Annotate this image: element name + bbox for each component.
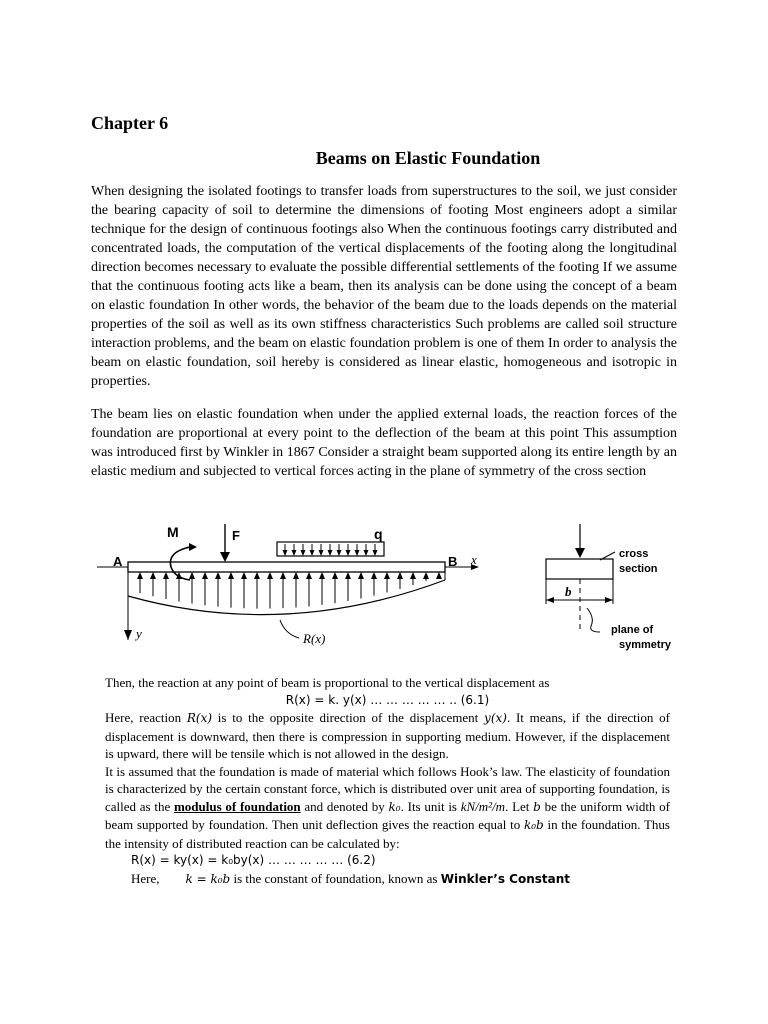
moment-arrowhead (189, 543, 197, 551)
beam-figure (95, 522, 680, 657)
reaction-arrowhead (306, 572, 312, 579)
label-m: M (167, 524, 179, 540)
cross-section-load-arrowhead (575, 548, 585, 558)
reaction-arrowhead (345, 572, 351, 579)
label-b-end: B (448, 554, 458, 569)
reaction-arrowhead (384, 572, 390, 579)
reaction-arrowhead (319, 572, 325, 579)
label-width-b: b (565, 584, 572, 599)
reaction-arrowhead (332, 572, 338, 579)
label-cross: cross (619, 548, 649, 560)
label-q: q (374, 526, 383, 542)
reaction-curve (128, 580, 445, 615)
reaction-arrowhead (358, 572, 364, 579)
paragraph-intro: When designing the isolated footings to transfer loads from superstructures to the soil, we just consider the bearing capacity of soil to determine the dimensions of footing Most engineers adopt a similar technique for the design of continuous footings also When the continuous footings carry distributed and concentrated loads, the computation of the vertical displacements of the footing along the longitudinal direction becomes necessary to evaluate the possible differential settlements of the footing If we assume that the continuous footing acts like a beam, then its analysis can be done using the concept of a beam on elastic foundation In other words, the behavior of the beam due to the loads depends on the material properties of the soil as well as its own stiffness characteristics Such problems are called soil structure interaction problems, and the beam on elastic foundation problem is one of them In order to analysis the beam on elastic foundation, soil hereby is considered as linear elastic, homogeneous and isotropic in properties. (91, 184, 677, 389)
reaction-arrowhead (371, 572, 377, 579)
equation-6-2: R(x) = ky(x) = k₀by(x) … … … … … (6.2) (131, 853, 376, 867)
label-y: y (136, 626, 142, 641)
width-dim-arrow-left (546, 597, 554, 603)
equation-6-1: R(x) = k. y(x) … … … … … .. (6.1) (285, 692, 490, 707)
reaction-arrowhead (228, 572, 234, 579)
label-a: A (113, 554, 123, 569)
reaction-arrowhead (410, 572, 416, 579)
label-f: F (232, 528, 240, 543)
symmetry-leader (587, 608, 600, 632)
beam (128, 562, 445, 572)
cross-section-rect (546, 559, 613, 579)
reaction-direction-paragraph: Here, reaction R(x) is to the opposite direction of the displacement y(x). It means, if the direction of displacement is downward, then there is compression in supporting medium. However, if the displacement is upward, there will be tensile which is not allowed in the design. (105, 710, 670, 761)
winkler-constant-line: Here, k = k₀b is the constant of foundation, known as Winkler’s Constant (131, 870, 571, 886)
reaction-arrowhead (215, 572, 221, 579)
paragraph-winkler: The beam lies on elastic foundation when under the applied external loads, the reaction forces of the foundation are proportional at every point to the deflection of the beam at this point This assumption was introduced first by Winkler in 1867 Consider a straight beam supported along its entire length by an elastic medium and subjected to vertical forces acting in the plane of symmetry of the cross section (91, 407, 677, 479)
reaction-arrowhead (137, 572, 143, 579)
reaction-arrowhead (293, 572, 299, 579)
winkler-constant-term: Winkler’s Constant (440, 871, 571, 886)
lower-text-block (105, 674, 670, 888)
reaction-arrowhead (280, 572, 286, 579)
label-reaction: R(x) (303, 631, 326, 646)
y-axis-arrow (124, 630, 132, 640)
reaction-arrowhead (267, 572, 273, 579)
reaction-arrowhead (397, 572, 403, 579)
hooks-law-paragraph: It is assumed that the foundation is made of material which follows Hook’s law. The elasticity of foundation is characterized by the certain constant force, which is distributed over unit area of supporting foundation, is called as the modulus of foundation and denoted by k₀. Its unit is kN/m²/m. Let b be the uniform width of beam supported by foundation. Then unit deflection gives the reaction equal to k₀b in the foundation. Thus the intensity of distributed reaction can be calculated by: (105, 763, 670, 851)
label-x: x (471, 552, 477, 567)
reaction-arrowhead (241, 572, 247, 579)
reaction-arrowhead (254, 572, 260, 579)
reaction-arrowhead (202, 572, 208, 579)
width-dim-arrow-right (605, 597, 613, 603)
chapter-heading: Chapter 6 (91, 113, 169, 133)
reaction-arrowhead (163, 572, 169, 579)
reaction-intro: Then, the reaction at any point of beam is proportional to the vertical displacement as (105, 675, 550, 690)
label-symmetry: symmetry (619, 639, 671, 651)
label-plane-of: plane of (611, 624, 654, 636)
reaction-leader (280, 620, 299, 638)
reaction-arrowhead (436, 572, 442, 579)
page-title: Beams on Elastic Foundation (315, 148, 541, 168)
reaction-arrowhead (150, 572, 156, 579)
reaction-arrowhead (189, 572, 195, 579)
modulus-of-foundation-term: modulus of foundation (173, 798, 301, 814)
reaction-arrowhead (423, 572, 429, 579)
label-section: section (619, 563, 658, 575)
force-f-arrowhead (220, 552, 230, 562)
